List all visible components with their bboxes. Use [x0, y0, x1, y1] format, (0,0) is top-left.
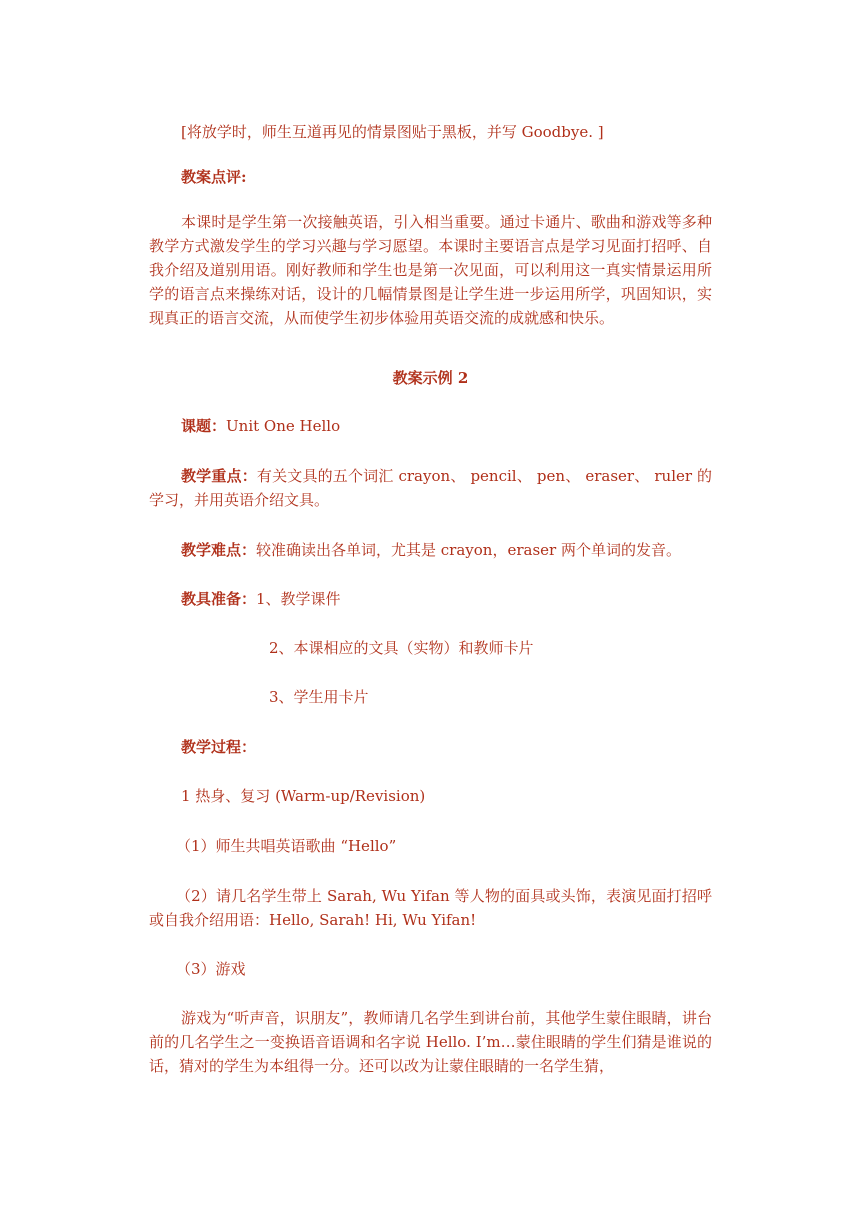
- step-1-1: （1）师生共唱英语歌曲 “Hello”: [176, 837, 397, 855]
- step-1-3: （3）游戏: [176, 960, 246, 978]
- review-heading: 教案点评:: [181, 168, 247, 186]
- topic-label: 课题：: [181, 417, 227, 435]
- difficulties-label: 教学难点：: [181, 541, 257, 559]
- materials-item-2: 2、本课相应的文具（实物）和教师卡片: [269, 639, 534, 657]
- materials-line: [181, 589, 341, 609]
- step-1-2: （2）请几名学生带上 Sarah, Wu Yifan 等人物的面具或头饰，表演见面打招呼或自我介绍用语：Hello, Sarah! Hi, Wu Yifan!: [149, 887, 712, 929]
- key-points-paragraph: [149, 464, 712, 512]
- review-paragraph: 本课时是学生第一次接触英语，引入相当重要。通过卡通片、歌曲和游戏等多种教学方式激发学生的学习兴趣与学习愿望。本课时主要语言点是学习见面打招呼、自我介绍及道别用语。刚好教师和学生也是第一次见面，可以利用这一真实情景运用所学的语言点来操练对话，设计的几幅情景图是让学生进一步运用所学，巩固知识，实现真正的语言交流，从而使学生初步体验用英语交流的成就感和快乐。: [149, 213, 712, 327]
- topic-line: [181, 416, 340, 436]
- process-label: 教学过程：: [181, 738, 257, 756]
- topic-value: Unit One Hello: [226, 417, 341, 435]
- example-title: 教案示例 2: [392, 369, 469, 387]
- difficulties-line: [181, 540, 681, 560]
- materials-item-3: 3、学生用卡片: [269, 688, 369, 706]
- intro-line: [将放学时，师生互道再见的情景图贴于黑板，并写 Goodbye. ]: [181, 123, 604, 141]
- step-1: 1 热身、复习 (Warm-up/Revision): [181, 787, 426, 805]
- game-paragraph: 游戏为“听声音，识朋友”，教师请几名学生到讲台前，其他学生蒙住眼睛，讲台前的几名学生之一变换语音语调和名字说 Hello. I’m…蒙住眼睛的学生们猜是谁说的话，猜对的学生为本组得一分。还可以改为让蒙住眼睛的一名学生猜，: [149, 1009, 712, 1075]
- materials-label: 教具准备：: [181, 590, 257, 608]
- key-points-label: 教学重点：: [181, 467, 257, 485]
- key-points-value: 有关文具的五个词汇 crayon、 pencil、 pen、 eraser、 ruler 的学习，并用英语介绍文具。: [149, 467, 712, 509]
- difficulties-value: 较准确读出各单词，尤其是 crayon，eraser 两个单词的发音。: [256, 541, 681, 559]
- materials-item-1: 1、教学课件: [256, 590, 341, 608]
